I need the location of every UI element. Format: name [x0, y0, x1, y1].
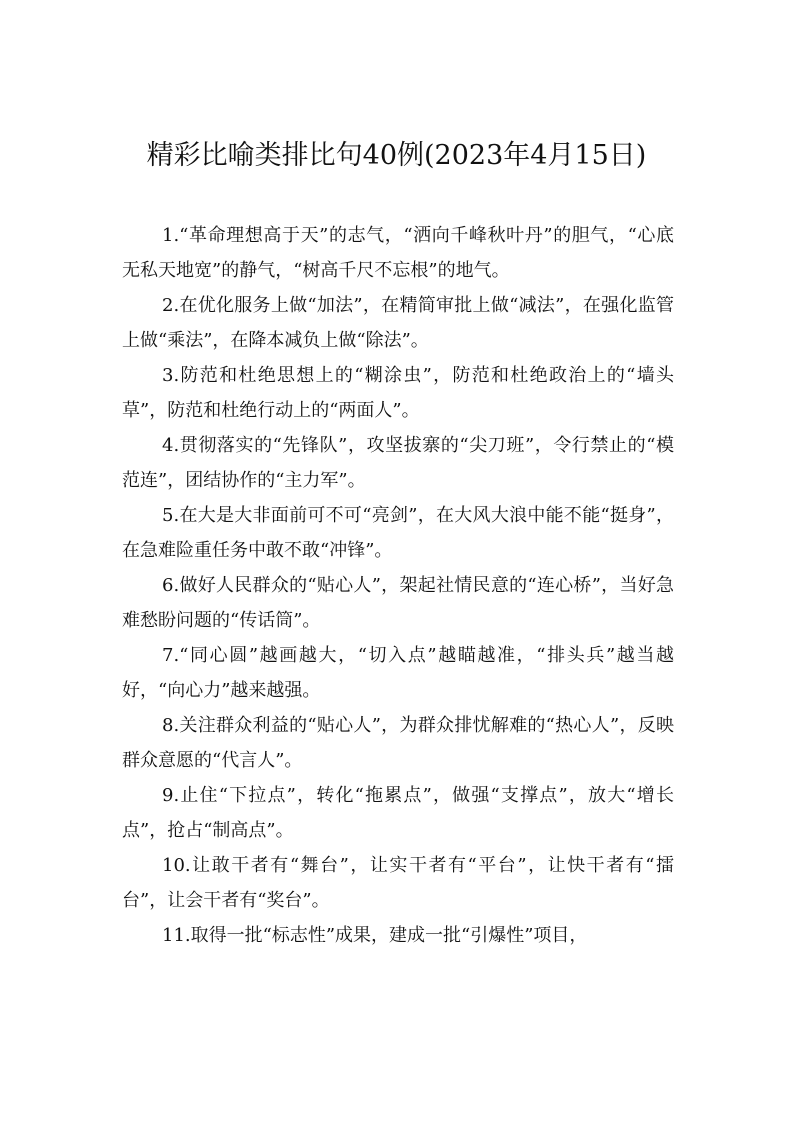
paragraph-3: 3.防范和杜绝思想上的“糊涂虫”，防范和杜绝政治上的“墙头草”，防范和杜绝行动上的“两面人”。 [122, 365, 674, 421]
paragraph-1: 1.“革命理想高于天”的志气，“洒向千峰秋叶丹”的胆气，“心底无私天地宽”的静气，“树高千尺不忘根”的地气。 [122, 225, 674, 281]
paragraph-11: 11.取得一批“标志性”成果，建成一批“引爆性”项目， [162, 925, 588, 946]
paragraph-4: 4.贯彻落实的“先锋队”，攻坚拔寨的“尖刀班”，令行禁止的“模范连”，团结协作的“主力军”。 [122, 435, 674, 491]
paragraph-6: 6.做好人民群众的“贴心人”，架起社情民意的“连心桥”，当好急难愁盼问题的“传话筒”。 [122, 575, 674, 631]
paragraph-5: 5.在大是大非面前可不可“亮剑”，在大风大浪中能不能“挺身”，在急难险重任务中敢不敢“冲锋”。 [122, 505, 674, 561]
paragraph-9: 9.止住“下拉点”，转化“拖累点”，做强“支撑点”，放大“增长点”，抢占“制高点”。 [122, 785, 674, 841]
document-title: 精彩比喻类排比句40例(2023年4月15日) [146, 140, 647, 171]
paragraph-7: 7.“同心圆”越画越大，“切入点”越瞄越准，“排头兵”越当越好，“向心力”越来越强。 [122, 645, 674, 701]
paragraph-8: 8.关注群众利益的“贴心人”，为群众排忧解难的“热心人”，反映群众意愿的“代言人”。 [122, 715, 674, 771]
paragraph-2: 2.在优化服务上做“加法”，在精简审批上做“减法”，在强化监管上做“乘法”，在降本减负上做“除法”。 [122, 295, 674, 351]
paragraph-10: 10.让敢干者有“舞台”，让实干者有“平台”，让快干者有“擂台”，让会干者有“奖台”。 [122, 855, 674, 911]
document-body [122, 218, 674, 953]
